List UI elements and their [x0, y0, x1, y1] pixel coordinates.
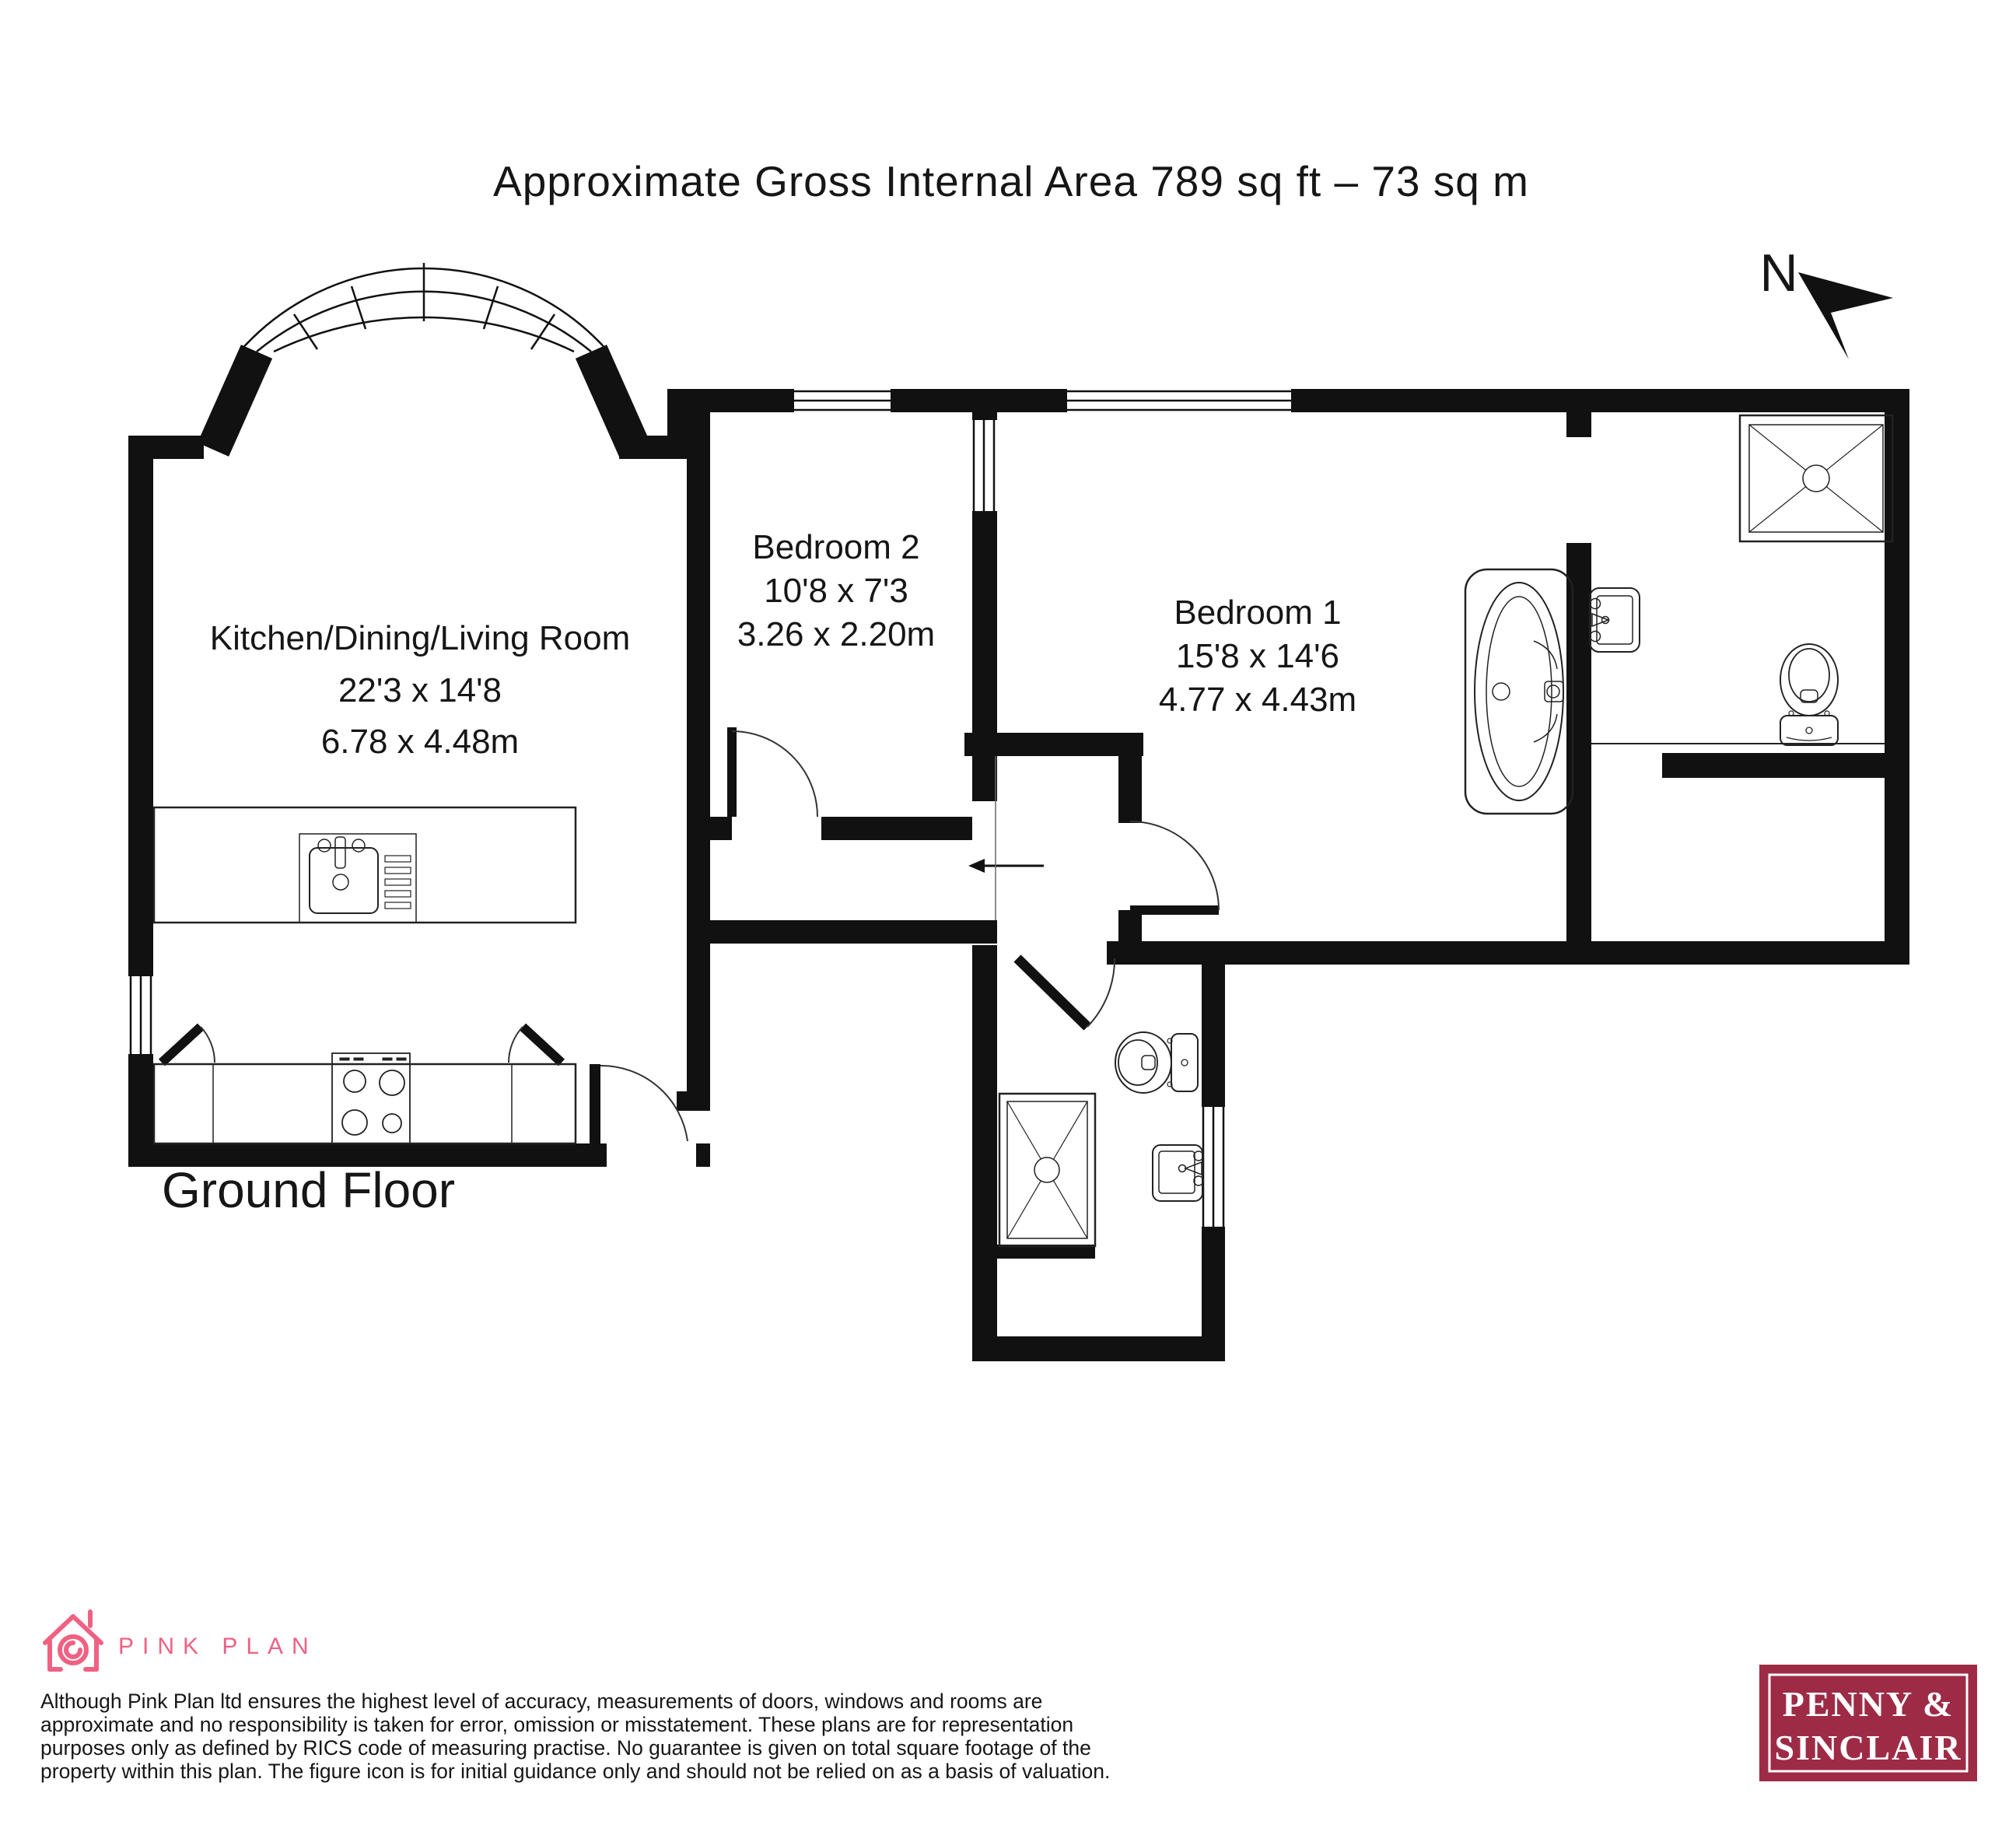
room-labels: [210, 528, 1356, 761]
bedroom1-size-metric: 4.77 x 4.43m: [1158, 681, 1357, 719]
door-cupboard-left: [162, 1027, 215, 1063]
kitchen-name: Kitchen/Dining/Living Room: [209, 619, 631, 657]
door-kitchen: [590, 1064, 688, 1143]
sink-bathroom-icon: [1590, 588, 1640, 652]
shower-tray-showerroom-icon: [999, 1094, 1095, 1246]
bedroom1-name: Bedroom 1: [1174, 594, 1342, 632]
disclaimer: [40, 1690, 1110, 1783]
door-showerroom: [1017, 958, 1115, 1027]
disclaimer-line-3: purposes only as defined by RICS code of measuring practise. No guarantee is given on total square footage of the: [40, 1736, 1091, 1760]
label-kitchen: [210, 619, 631, 761]
stove-icon: [332, 1053, 410, 1143]
disclaimer-line-2: approximate and no responsibility is taken for error, omission or misstatement. These plans are for representation: [40, 1713, 1074, 1736]
door-bedroom2: [727, 727, 817, 817]
bathroom-fixtures: [999, 415, 1892, 1246]
shower-tray-bathroom-icon: [1740, 415, 1892, 541]
door-bedroom1: [1130, 821, 1219, 915]
label-bedroom2: [737, 528, 935, 653]
north-label: N: [1759, 243, 1798, 303]
north-compass: [1759, 243, 1893, 359]
pink-plan-label: PINK PLAN: [118, 1634, 317, 1659]
toilet-showerroom-icon: [1115, 1032, 1198, 1093]
bedroom2-size-metric: 3.26 x 2.20m: [737, 615, 936, 653]
floor-label: Ground Floor: [162, 1162, 456, 1218]
page-title: Approximate Gross Internal Area 789 sq ft – 73 sq m: [493, 157, 1529, 205]
disclaimer-line-4: property within this plan. The figure icon is for initial guidance only and should not be relied on as a basis of valuation.: [40, 1760, 1111, 1783]
kitchen-island: [154, 807, 576, 923]
kitchen-size-imperial: 22'3 x 14'8: [338, 671, 502, 709]
bedroom2-size-imperial: 10'8 x 7'3: [764, 572, 908, 610]
window-bedroom1-top: [1067, 391, 1291, 410]
kitchen-size-metric: 6.78 x 4.48m: [320, 723, 520, 761]
agent-logo: [1759, 1665, 1977, 1781]
kitchen-fixtures: [154, 807, 576, 1143]
disclaimer-line-1: Although Pink Plan ltd ensures the highest level of accuracy, measurements of doors, windows and rooms are: [40, 1690, 1043, 1713]
door-cupboard-right: [509, 1027, 562, 1063]
agent-name-line2: SINCLAIR: [1774, 1728, 1962, 1767]
bathtub-icon: [1465, 569, 1573, 814]
bay-window-arch: [240, 263, 608, 352]
window-left-wall: [131, 976, 151, 1054]
sink-showerroom-icon: [1153, 1145, 1203, 1201]
kitchen-sink-icon: [299, 834, 416, 923]
toilet-bathroom-icon: [1780, 644, 1838, 745]
north-arrow-icon: [1798, 272, 1893, 359]
pink-plan-logo: [45, 1612, 317, 1669]
window-bedroom2-side: [974, 420, 994, 511]
agent-name-line1: PENNY &: [1782, 1684, 1955, 1724]
bedroom2-name: Bedroom 2: [752, 528, 920, 566]
label-bedroom1: [1159, 594, 1356, 719]
pink-plan-house-icon: [45, 1612, 101, 1669]
bedroom1-size-imperial: 15'8 x 14'6: [1175, 637, 1340, 675]
window-bedroom2-top: [794, 391, 891, 410]
window-showerroom-side: [1203, 1107, 1223, 1227]
